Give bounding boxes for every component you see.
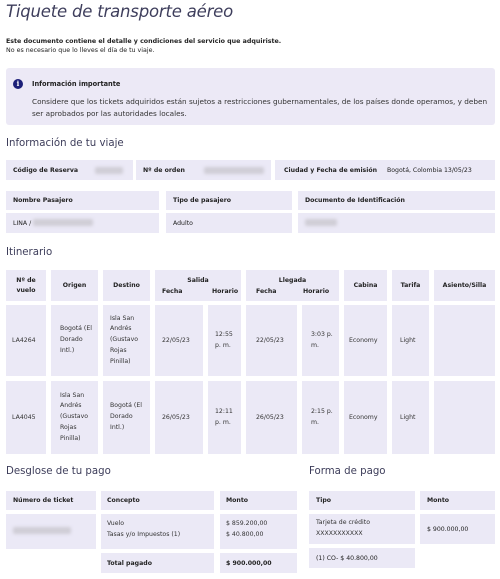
col-cabin-label: Cabina <box>353 282 378 289</box>
dep-time-value: 12:55 p. m. <box>215 330 233 349</box>
passenger-type-value-cell <box>166 213 292 233</box>
card-amount-cell <box>420 514 495 544</box>
method-amount-label-cell <box>420 491 495 510</box>
table-row-1-fare <box>392 305 429 376</box>
payment-heading: Desglose de tu pago <box>6 466 111 477</box>
concept-label: Concepto <box>107 497 140 504</box>
col-origin-label: Origen <box>62 282 87 289</box>
arrival-time-label: Horario <box>303 288 330 295</box>
method-amount-label: Monto <box>427 497 450 504</box>
departure-date-label: Fecha <box>162 288 183 295</box>
departure-time-label: Horario <box>212 288 239 295</box>
concept-label-cell <box>101 491 214 510</box>
col-origin-header <box>51 270 98 301</box>
destination-value: Bogotá (El Dorado Intl.) <box>110 402 142 431</box>
itinerary-heading: Itinerario <box>6 247 53 258</box>
table-row-2-fare <box>392 381 429 454</box>
table-row-1-dep-time <box>208 305 241 376</box>
col-seat-label: Asiento/Silla <box>442 282 487 289</box>
table-row-1-dep-date <box>155 305 203 376</box>
redacted-ticket-number <box>13 527 71 534</box>
table-row-1-origin <box>51 305 98 376</box>
col-flight-label: Nº de vuelo <box>16 276 36 294</box>
table-row-1-flight <box>6 305 46 376</box>
table-row-2-destination <box>103 381 150 454</box>
ticket-label-cell <box>6 491 96 510</box>
table-row-1-arr-time <box>302 305 339 376</box>
redacted-reservation-code <box>95 167 123 174</box>
concept-taxes: Tasas y/o Impuestos (1) <box>107 530 181 538</box>
amount-taxes: $ 40.800,00 <box>226 530 264 538</box>
concept-flight: Vuelo <box>107 520 125 527</box>
table-row-2-seat <box>434 381 495 454</box>
trip-info-heading: Información de tu viaje <box>6 138 124 149</box>
notice-body: Considere que los tickets adquiridos están sujetos a restricciones gubernamentales, de los países donde operamos, y deben ser aprobados por las autoridades locales. <box>32 97 488 118</box>
table-row-2-dep-time <box>208 381 241 454</box>
reservation-label: Código de Reserva <box>13 166 79 174</box>
amount-values-cell <box>220 514 297 549</box>
ticket-label: Número de ticket <box>13 497 74 504</box>
col-seat-header <box>434 270 495 301</box>
order-label: Nº de orden <box>143 166 185 174</box>
table-row-1-cabin <box>344 305 387 376</box>
dep-date-value: 22/05/23 <box>162 337 190 344</box>
total-value-cell <box>220 553 297 573</box>
id-doc-label-cell <box>298 191 495 210</box>
fare-value: Light <box>400 414 416 421</box>
table-row-1-destination <box>103 305 150 376</box>
flight-number: LA4045 <box>12 414 36 421</box>
issue-label: Ciudad y Fecha de emisión <box>284 166 378 174</box>
redacted-passenger-name <box>33 219 93 226</box>
arr-time-value: 3:03 p. m. <box>311 330 333 349</box>
dep-time-value: 12:11 p. m. <box>215 407 233 426</box>
arr-date-value: 22/05/23 <box>256 337 284 344</box>
col-cabin-header <box>344 270 387 301</box>
table-row-2-arr-date <box>246 381 297 454</box>
table-row-2-arr-time <box>302 381 339 454</box>
fare-value: Light <box>400 337 416 344</box>
col-arrival-header <box>246 270 339 301</box>
flight-number: LA4264 <box>12 337 36 344</box>
table-row-2-origin <box>51 381 98 454</box>
col-departure-header <box>155 270 241 301</box>
dep-date-value: 26/05/23 <box>162 414 190 421</box>
col-fare-header <box>392 270 429 301</box>
type-label-cell <box>309 491 415 510</box>
destination-value: Isla San Andrés (Gustavo Rojas Pinilla) <box>110 314 139 365</box>
id-doc-label: Documento de Identificación <box>305 197 405 204</box>
redacted-order-number <box>204 167 264 174</box>
arr-date-value: 26/05/23 <box>256 414 284 421</box>
table-row-1-arr-date <box>246 305 297 376</box>
table-row-1-seat <box>434 305 495 376</box>
origin-value: Bogotá (El Dorado Intl.) <box>60 325 92 354</box>
amount-label-cell <box>220 491 297 510</box>
col-destination-label: Destino <box>113 282 140 289</box>
amount-flight: $ 859.200,00 <box>226 520 268 527</box>
total-value: $ 900.000,00 <box>226 559 272 567</box>
intro-text: No es necesario que lo lleves el día de tu viaje. <box>6 47 155 54</box>
table-row-2-cabin <box>344 381 387 454</box>
col-destination-header <box>103 270 150 301</box>
payment-method-heading: Forma de pago <box>309 466 386 477</box>
table-row-2-flight <box>6 381 46 454</box>
cabin-value: Economy <box>349 337 378 344</box>
tax-note-cell <box>309 548 415 568</box>
issue-cell <box>275 160 495 180</box>
passenger-label: Nombre Pasajero <box>13 197 73 204</box>
passenger-label-cell <box>6 191 159 210</box>
cabin-value: Economy <box>349 414 378 421</box>
concept-values-cell <box>101 514 214 549</box>
col-flight-header <box>6 270 46 301</box>
col-fare-label: Tarifa <box>400 282 421 289</box>
table-row-2-dep-date <box>155 381 203 454</box>
redacted-id-number <box>305 219 337 226</box>
card-type: Tarjeta de crédito <box>316 519 370 526</box>
page-title: Tiquete de transporte aéreo <box>6 2 234 21</box>
card-number-masked: XXXXXXXXXXX <box>316 529 363 537</box>
passenger-type-label-cell <box>166 191 292 210</box>
info-icon: i <box>13 79 23 89</box>
arrival-date-label: Fecha <box>256 288 277 295</box>
issue-value: Bogotá, Colombia 13/05/23 <box>387 166 472 174</box>
departure-label: Salida <box>187 277 209 284</box>
type-label: Tipo <box>316 497 332 504</box>
passenger-type-value: Adulto <box>173 219 193 227</box>
tax-note: (1) CO- $ 40.800,00 <box>316 554 378 562</box>
arrival-label: Llegada <box>278 277 307 284</box>
total-label: Total pagado <box>107 559 152 567</box>
passenger-type-label: Tipo de pasajero <box>173 197 232 204</box>
amount-label: Monto <box>226 497 249 504</box>
notice-title: Información importante <box>32 80 121 88</box>
passenger-value: LINA / <box>13 219 32 227</box>
card-amount: $ 900.000,00 <box>427 525 469 533</box>
total-label-cell <box>101 553 214 573</box>
intro-bold-text: Este documento contiene el detalle y condiciones del servicio que adquiriste. <box>6 38 282 45</box>
origin-value: Isla San Andrés (Gustavo Rojas Pinilla) <box>60 391 89 442</box>
arr-time-value: 2:15 p. m. <box>311 407 333 426</box>
card-cell <box>309 514 415 544</box>
